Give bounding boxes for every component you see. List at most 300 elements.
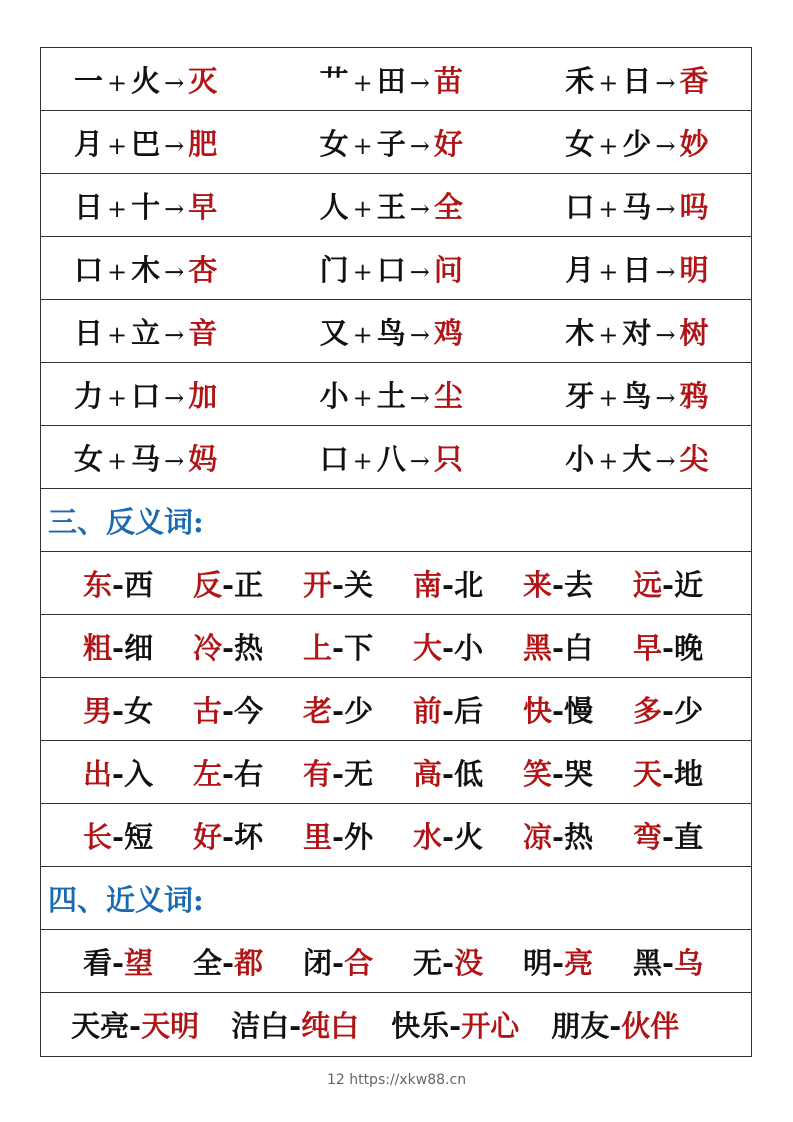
synonym-pair [193,941,303,982]
word-b: 乌 [674,945,704,980]
plus: + [598,383,619,412]
arrow: → [409,320,430,349]
part-a: 口 [565,189,595,224]
compose-item [278,311,515,352]
word-b: 天明 [141,1009,200,1043]
word-b: 晚 [674,630,704,665]
arrow: → [655,446,676,475]
result: 明 [679,252,709,287]
result: 杏 [188,252,218,287]
dash: - [332,756,345,791]
part-b: 日 [622,252,652,287]
arrow: → [164,257,185,286]
page-footer: 12 https://xkw88.cn [326,1072,467,1088]
compose-item [41,374,278,415]
word-b: 火 [454,819,484,854]
result: 肥 [188,126,218,161]
dash: - [442,756,455,791]
word-a: 南 [413,567,443,602]
dash: - [552,630,565,665]
word-b: 去 [564,567,594,602]
part-b: 鸟 [622,378,652,413]
part-b: 马 [131,441,161,476]
compose-item [278,437,515,478]
part-a: 木 [565,315,595,350]
plus: + [598,320,619,349]
synonym-pair [83,941,193,982]
part-b: 十 [131,189,161,224]
word-a: 无 [413,945,443,980]
word-b: 开心 [461,1009,520,1043]
word-a: 快 [523,693,553,728]
result: 鸡 [433,315,463,350]
word-a: 开 [303,567,333,602]
part-a: 口 [319,441,349,476]
part-b: 口 [131,378,161,413]
dash: - [332,693,345,728]
dash: - [662,945,675,980]
dash: - [609,1009,622,1043]
word-a: 看 [83,945,113,980]
word-b: 无 [344,756,374,791]
antonym-pair [413,752,523,793]
part-a: 月 [74,126,104,161]
word-a: 黑 [523,630,553,665]
word-b: 望 [124,945,154,980]
part-a: 门 [319,252,349,287]
part-a: 艹 [319,63,349,98]
antonym-pair [523,563,633,604]
dash: - [222,630,235,665]
word-b: 白 [564,630,594,665]
plus: + [352,68,373,97]
dash: - [662,567,675,602]
dash: - [442,693,455,728]
plus: + [352,131,373,160]
synonym-row [41,930,751,993]
word-a: 笑 [523,756,553,791]
word-b: 今 [234,693,264,728]
compose-item [278,59,515,100]
plus: + [107,320,128,349]
dash: - [552,693,565,728]
compose-row [41,48,751,111]
compose-item [41,185,278,226]
word-b: 外 [344,819,374,854]
antonym-pair [193,563,303,604]
word-a: 前 [413,693,443,728]
antonym-pair [193,689,303,730]
word-a: 好 [193,819,223,854]
part-b: 对 [622,315,652,350]
part-a: 力 [74,378,104,413]
dash: - [662,693,675,728]
part-a: 小 [565,441,595,476]
word-a: 反 [193,567,223,602]
word-b: 后 [454,693,484,728]
word-b: 入 [124,756,154,791]
antonym-row [41,804,751,867]
word-a: 明 [523,945,553,980]
antonym-pair [193,752,303,793]
word-b: 北 [454,567,484,602]
compose-item [278,122,515,163]
word-a: 洁白 [231,1009,290,1043]
word-a: 远 [633,567,663,602]
compose-row [41,111,751,174]
antonym-pair [523,626,633,667]
word-a: 全 [193,945,223,980]
plus: + [352,194,373,223]
result: 灭 [188,63,218,98]
result: 鸦 [679,378,709,413]
word-b: 少 [674,693,704,728]
synonym-pair [413,941,523,982]
word-a: 出 [83,756,113,791]
synonym-pair [231,1004,359,1045]
plus: + [352,446,373,475]
dash: - [129,1009,142,1043]
dash: - [662,819,675,854]
plus: + [352,383,373,412]
part-a: 女 [74,441,104,476]
arrow: → [655,131,676,160]
synonym-pair [551,1004,679,1045]
antonym-pair [303,752,413,793]
result: 只 [433,441,463,476]
part-b: 口 [376,252,406,287]
part-b: 火 [131,63,161,98]
compose-item [514,311,751,352]
plus: + [598,446,619,475]
result: 香 [679,63,709,98]
antonym-pair [303,626,413,667]
antonym-pair [413,626,523,667]
word-a: 左 [193,756,223,791]
compose-item [278,248,515,289]
arrow: → [409,131,430,160]
result: 音 [188,315,218,350]
word-b: 短 [124,819,154,854]
arrow: → [164,320,185,349]
dash: - [442,945,455,980]
part-b: 立 [131,315,161,350]
word-b: 正 [234,567,264,602]
part-a: 一 [74,63,104,98]
word-b: 小 [454,630,484,665]
dash: - [552,819,565,854]
plus: + [598,131,619,160]
arrow: → [409,383,430,412]
word-b: 纯白 [301,1009,360,1043]
part-a: 日 [74,189,104,224]
compose-row [41,363,751,426]
word-a: 高 [413,756,443,791]
antonym-pair [303,689,413,730]
result: 尖 [679,441,709,476]
part-b: 大 [622,441,652,476]
antonym-pair [523,752,633,793]
compose-item [514,437,751,478]
result: 树 [679,315,709,350]
arrow: → [164,131,185,160]
word-a: 上 [303,630,333,665]
word-b: 没 [454,945,484,980]
part-a: 小 [319,378,349,413]
compose-row [41,426,751,489]
dash: - [332,630,345,665]
synonym-pair [633,941,743,982]
result: 吗 [679,189,709,224]
part-a: 又 [319,315,349,350]
synonym-pair [71,1004,199,1045]
part-b: 子 [376,126,406,161]
part-a: 人 [319,189,349,224]
word-a: 朋友 [551,1009,610,1043]
compose-item [278,185,515,226]
dash: - [112,630,125,665]
word-a: 粗 [83,630,113,665]
word-a: 闭 [303,945,333,980]
word-b: 西 [124,567,154,602]
arrow: → [655,383,676,412]
part-b: 日 [622,63,652,98]
dash: - [332,567,345,602]
part-a: 女 [565,126,595,161]
section-title-antonyms: 三、反义词: [41,489,751,552]
antonym-pair [83,815,193,856]
result: 妙 [679,126,709,161]
word-b: 近 [674,567,704,602]
antonym-pair [83,752,193,793]
arrow: → [164,194,185,223]
word-b: 热 [564,819,594,854]
plus: + [107,257,128,286]
word-a: 凉 [523,819,553,854]
word-b: 哭 [564,756,594,791]
part-b: 马 [622,189,652,224]
antonym-pair [633,563,743,604]
part-b: 鸟 [376,315,406,350]
part-b: 土 [376,378,406,413]
antonym-pair [303,563,413,604]
compose-item [514,374,751,415]
word-a: 冷 [193,630,223,665]
dash: - [112,567,125,602]
dash: - [552,567,565,602]
dash: - [222,567,235,602]
word-a: 古 [193,693,223,728]
compose-item [514,122,751,163]
word-b: 慢 [564,693,594,728]
word-a: 大 [413,630,443,665]
dash: - [332,819,345,854]
result: 加 [188,378,218,413]
antonym-pair [303,815,413,856]
word-a: 早 [633,630,663,665]
word-b: 右 [234,756,264,791]
synonym-pair [303,941,413,982]
dash: - [449,1009,462,1043]
compose-row [41,300,751,363]
word-a: 里 [303,819,333,854]
compose-item [514,59,751,100]
arrow: → [409,194,430,223]
dash: - [112,756,125,791]
part-a: 日 [74,315,104,350]
arrow: → [164,68,185,97]
part-a: 禾 [565,63,595,98]
dash: - [552,756,565,791]
compose-item [514,185,751,226]
arrow: → [409,257,430,286]
word-b: 地 [674,756,704,791]
arrow: → [655,320,676,349]
word-a: 弯 [633,819,663,854]
antonym-pair [83,563,193,604]
word-a: 有 [303,756,333,791]
synonym-row [41,993,751,1056]
dash: - [289,1009,302,1043]
plus: + [107,446,128,475]
word-a: 男 [83,693,113,728]
word-a: 天亮 [71,1009,130,1043]
word-a: 东 [83,567,113,602]
compose-item [41,59,278,100]
antonym-pair [193,626,303,667]
word-b: 少 [344,693,374,728]
arrow: → [409,446,430,475]
synonym-pair [391,1004,519,1045]
word-a: 老 [303,693,333,728]
result: 早 [188,189,218,224]
part-b: 田 [376,63,406,98]
dash: - [442,819,455,854]
result: 全 [433,189,463,224]
dash: - [222,756,235,791]
word-b: 合 [344,945,374,980]
part-a: 牙 [565,378,595,413]
part-b: 少 [622,126,652,161]
plus: + [352,320,373,349]
worksheet-table [40,47,752,1057]
dash: - [112,693,125,728]
part-b: 木 [131,252,161,287]
word-b: 细 [124,630,154,665]
arrow: → [164,383,185,412]
antonym-pair [523,815,633,856]
antonym-pair [633,626,743,667]
word-a: 来 [523,567,553,602]
part-a: 女 [319,126,349,161]
plus: + [598,257,619,286]
arrow: → [164,446,185,475]
dash: - [222,819,235,854]
word-b: 直 [674,819,704,854]
word-b: 女 [124,693,154,728]
result: 尘 [433,378,463,413]
plus: + [107,68,128,97]
word-a: 水 [413,819,443,854]
word-b: 都 [234,945,264,980]
word-b: 坏 [234,819,264,854]
compose-item [41,437,278,478]
word-a: 天 [633,756,663,791]
word-a: 多 [633,693,663,728]
arrow: → [409,68,430,97]
dash: - [222,693,235,728]
part-a: 口 [74,252,104,287]
compose-item [41,311,278,352]
dash: - [662,630,675,665]
dash: - [552,945,565,980]
result: 好 [433,126,463,161]
word-b: 低 [454,756,484,791]
antonym-row [41,615,751,678]
compose-item [41,248,278,289]
compose-item [41,122,278,163]
plus: + [352,257,373,286]
plus: + [107,194,128,223]
word-b: 下 [344,630,374,665]
word-b: 热 [234,630,264,665]
word-a: 黑 [633,945,663,980]
antonym-pair [413,563,523,604]
section-title-synonyms: 四、近义词: [41,867,751,930]
dash: - [112,819,125,854]
antonym-row [41,678,751,741]
antonym-pair [83,689,193,730]
word-b: 伙伴 [621,1009,680,1043]
synonym-pair [523,941,633,982]
antonym-pair [633,752,743,793]
plus: + [107,383,128,412]
antonym-pair [523,689,633,730]
dash: - [442,567,455,602]
compose-item [514,248,751,289]
plus: + [598,68,619,97]
antonym-pair [83,626,193,667]
arrow: → [655,257,676,286]
antonym-pair [633,689,743,730]
antonym-pair [413,689,523,730]
part-a: 月 [565,252,595,287]
dash: - [112,945,125,980]
result: 妈 [188,441,218,476]
word-a: 快乐 [391,1009,450,1043]
word-a: 长 [83,819,113,854]
plus: + [107,131,128,160]
part-b: 巴 [131,126,161,161]
antonym-pair [633,815,743,856]
word-b: 亮 [564,945,594,980]
dash: - [332,945,345,980]
compose-row [41,237,751,300]
dash: - [662,756,675,791]
dash: - [222,945,235,980]
plus: + [598,194,619,223]
arrow: → [655,68,676,97]
dash: - [442,630,455,665]
arrow: → [655,194,676,223]
word-b: 关 [344,567,374,602]
antonym-row [41,741,751,804]
compose-row [41,174,751,237]
part-b: 王 [376,189,406,224]
part-b: 八 [376,441,406,476]
result: 苗 [433,63,463,98]
compose-item [278,374,515,415]
